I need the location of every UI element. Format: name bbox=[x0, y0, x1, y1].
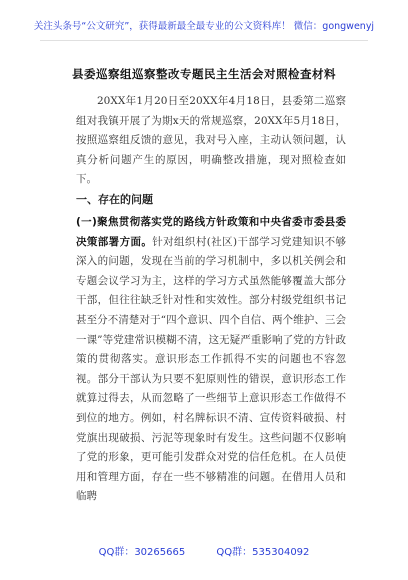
footer-qq-group-2: QQ群：535304092 bbox=[216, 547, 310, 558]
footer-qq-group-1: QQ群：30265665 bbox=[98, 547, 186, 558]
document-title: 县委巡察组巡察整改专题民主生活会对照检查材料 bbox=[72, 67, 336, 81]
item1-paragraph bbox=[76, 213, 346, 507]
item1-lead: (一)聚焦贯彻落实党的路线方针政策和中央省委市委县委决策部署方面。 bbox=[76, 216, 346, 248]
header-banner: 关注头条号“公文研究”，获得最新最全最专业的公文资料库！ 微信：gongwenyj bbox=[33, 21, 375, 32]
footer bbox=[0, 543, 408, 558]
intro-paragraph: 20XX年1月20日至20XX年4月18日，县委第二巡察组对我镇开展了为期x天的常规巡察，20XX年5月18日，按照巡察组反馈的意见，我对号入座，主动认领问题，认真分析问题产生的原因，明确整改措施，现对照检查如下。 bbox=[76, 95, 346, 186]
item1-body: 针对组织村(社区)干部学习党建知识不够深入的问题，发现在当前的学习机制中，多以机关例会和专题会议学习为主，这样的学习方式虽然能够覆盖大部分干部，但往往缺乏针对性和实效性。部分村级党组织书记甚至分不清楚对于“四个意识、四个自信、两个维护、三会一课”等党建常识模糊不清，这无疑严重影响了党的方针政策的贯彻落实。意识形态工作抓得不实的问题也不容忽视。部分干部认为只要不犯原则性的错误，意识形态工作就算过得去，从而忽略了一些细节上意识形态工作做得不到位的地方。例如，村名牌标识不清、宣传资料破损、村党旗出现破损、污泥等现象时有发生。这些问题不仅影响了党的形象，更可能引发群众对党的信任危机。在人员使用和管理方面，存在一些不够精准的问题。在借用人员和临聘 bbox=[76, 235, 346, 503]
header-divider bbox=[40, 40, 368, 41]
section-heading: 一、存在的问题 bbox=[76, 193, 153, 206]
